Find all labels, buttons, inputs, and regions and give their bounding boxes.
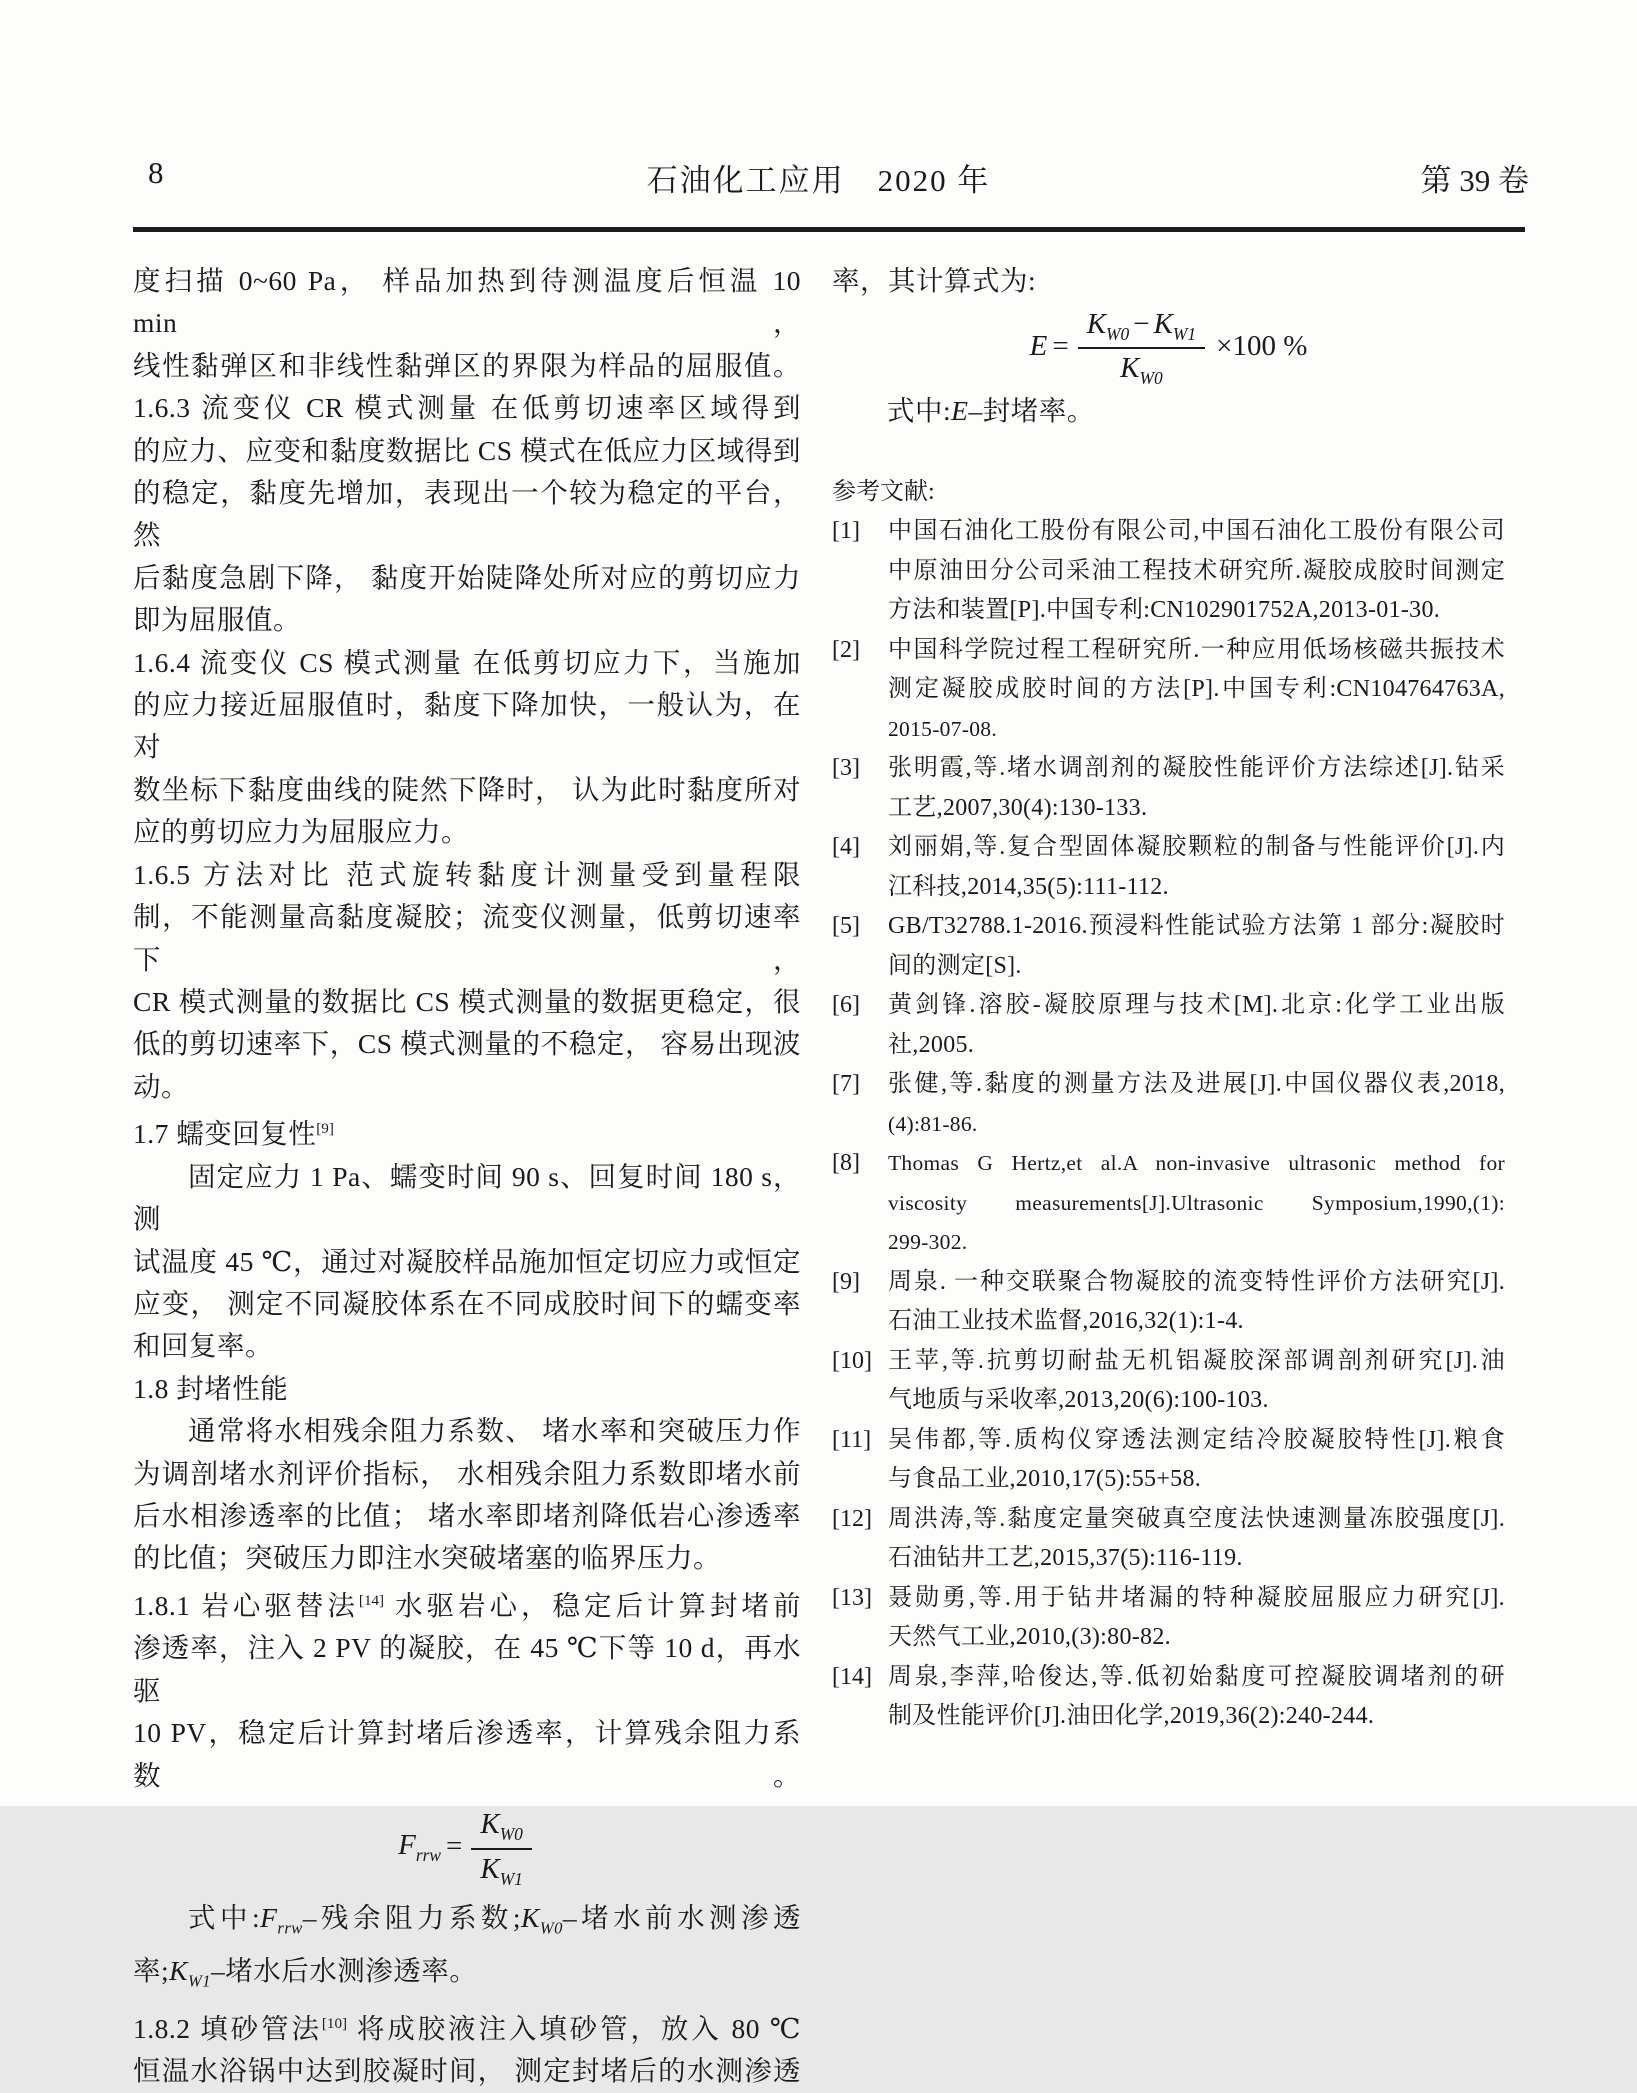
text-line bbox=[133, 260, 801, 345]
math-variable: $K_{W0}$ bbox=[1120, 352, 1163, 389]
equals-sign: = bbox=[1052, 329, 1069, 362]
reference-number: [3] bbox=[832, 755, 860, 782]
math-variable: $K_{W1}$ bbox=[1153, 307, 1197, 344]
text-line bbox=[133, 1712, 801, 1797]
reference-item bbox=[832, 512, 1505, 631]
reference-item bbox=[832, 1263, 1505, 1342]
reference-line: 聂勋勇,等.用于钻井堵漏的特种凝胶屈服应力研究[J]. bbox=[888, 1584, 1505, 1611]
references-title: 参考文献: bbox=[832, 478, 935, 505]
reference-line: 张明霞,等.堵水调剖剂的凝胶性能评价方法综述[J].钻采 bbox=[888, 755, 1505, 782]
equals-sign: = bbox=[445, 1830, 463, 1863]
text-run: 1.6.3 流变仪 CR 模式测量 在低剪切速率区域得到 bbox=[133, 392, 801, 424]
reference-line: 周泉. 一种交联聚合物凝胶的流变特性评价方法研究[J]. bbox=[888, 1268, 1505, 1295]
reference-number: [11] bbox=[832, 1426, 872, 1453]
fraction bbox=[1078, 308, 1205, 390]
text-run: 10 PV，稳定后计算封堵后渗透率，计算残余阻力系数。 bbox=[133, 1717, 801, 1791]
text-line bbox=[133, 599, 801, 641]
math-variable: $F_{rrw}$ bbox=[260, 1901, 303, 1938]
reference-number: [10] bbox=[832, 1347, 872, 1374]
reference-item bbox=[832, 631, 1505, 750]
math-subscript: rrw bbox=[277, 1918, 303, 1938]
reference-number: [13] bbox=[832, 1584, 872, 1611]
right-column bbox=[832, 260, 1505, 1737]
text-run: 渗透率，注入 2 PV 的凝胶，在 45 ℃下等 10 d，再水驱 bbox=[133, 1632, 801, 1706]
left-column bbox=[133, 260, 801, 2093]
reference-line: 中国石油化工股份有限公司,中国石油化工股份有限公司 bbox=[888, 518, 1505, 545]
text-line bbox=[133, 811, 801, 853]
text-line bbox=[133, 1241, 801, 1283]
text-line bbox=[832, 390, 1505, 432]
reference-line: 测定凝胶成胶时间的方法[P].中国专利:CN104764763A, bbox=[888, 676, 1505, 703]
text-run: 的比值；突破压力即注水突破堵塞的临界压力。 bbox=[133, 1542, 721, 1574]
text-run: 1.8 封堵性能 bbox=[133, 1372, 289, 1404]
reference-line: 天然气工业,2010,(3):80-82. bbox=[888, 1624, 1171, 1651]
formula-lhs: E bbox=[1029, 329, 1048, 362]
text-line bbox=[133, 769, 801, 811]
text-run: 数坐标下黏度曲线的陡然下降时， 认为此时黏度所对 bbox=[133, 773, 801, 805]
math-subscript: W1 bbox=[499, 1868, 523, 1889]
reference-line: 刘丽娟,等.复合型固体凝胶颗粒的制备与性能评价[J].内 bbox=[888, 834, 1505, 861]
math-variable: E bbox=[951, 395, 969, 427]
text-line bbox=[133, 642, 801, 684]
text-line bbox=[133, 472, 801, 557]
text-run: 试温度 45 ℃，通过对凝胶样品施加恒定切应力或恒定 bbox=[133, 1245, 801, 1277]
math-variable: $K_{W0}$ bbox=[1086, 307, 1130, 344]
reference-line: GB/T32788.1-2016.预浸料性能试验方法第 1 部分:凝胶时 bbox=[888, 913, 1505, 940]
reference-line: 中国科学院过程工程研究所.一种应用低场核磁共振技术 bbox=[888, 636, 1505, 663]
text-run: 即为屈服值。 bbox=[133, 604, 301, 636]
text-line bbox=[133, 854, 801, 896]
reference-number: [1] bbox=[832, 518, 860, 545]
math-variable: $K_{W1}$ bbox=[480, 1852, 523, 1889]
citation-superscript: [14] bbox=[358, 1592, 385, 1609]
text-line bbox=[133, 387, 801, 429]
text-run: 后水相渗透率的比值； 堵水率即堵剂降低岩心渗透率 bbox=[133, 1499, 801, 1531]
minus-operator: − bbox=[1133, 307, 1150, 340]
reference-number: [5] bbox=[832, 913, 860, 940]
reference-item bbox=[832, 1421, 1505, 1500]
reference-item bbox=[832, 907, 1505, 986]
reference-line: 王苹,等.抗剪切耐盐无机铝凝胶深部调剖剂研究[J].油 bbox=[888, 1347, 1505, 1374]
text-run: –封堵率。 bbox=[968, 395, 1095, 427]
formula-lhs-subscript: rrw bbox=[415, 1844, 441, 1865]
text-line bbox=[133, 1023, 801, 1065]
text-line bbox=[133, 1283, 801, 1325]
reference-line: 间的测定[S]. bbox=[888, 952, 1022, 979]
text-line bbox=[133, 684, 801, 769]
reference-line: Thomas G Hertz,et al.A non-invasive ultrasonic method for bbox=[888, 1151, 1505, 1176]
reference-item bbox=[832, 1658, 1505, 1737]
math-subscript: W1 bbox=[1172, 323, 1197, 344]
reference-number: [6] bbox=[832, 992, 860, 1019]
header-rule bbox=[133, 227, 1525, 232]
reference-line: 2015-07-08. bbox=[888, 716, 997, 741]
text-line bbox=[133, 1108, 801, 1156]
text-line bbox=[133, 1368, 801, 1410]
text-run: 率; bbox=[133, 1954, 170, 1986]
math-subscript: W0 bbox=[1106, 323, 1130, 344]
text-run: 动。 bbox=[133, 1070, 189, 1102]
text-run: 率，其计算式为: bbox=[832, 265, 1037, 296]
reference-number: [12] bbox=[832, 1505, 872, 1532]
fraction-numerator bbox=[1078, 308, 1205, 350]
reference-line: 方法和装置[P].中国专利:CN102901752A,2013-01-30. bbox=[888, 597, 1441, 624]
text-run: 1.7 蠕变回复性 bbox=[133, 1118, 317, 1150]
reference-item bbox=[832, 986, 1505, 1065]
text-line bbox=[133, 1897, 801, 1950]
reference-item bbox=[832, 1579, 1505, 1658]
page-number: 8 bbox=[148, 155, 164, 190]
text-line bbox=[133, 1537, 801, 1579]
text-line bbox=[832, 260, 1505, 302]
text-run: 1.6.4 流变仪 CS 模式测量 在低剪切应力下，当施加 bbox=[133, 646, 801, 678]
formula-lhs: $F_{rrw}$ bbox=[398, 1828, 441, 1865]
reference-line: 气地质与采收率,2013,20(6):100-103. bbox=[888, 1387, 1269, 1414]
text-line bbox=[133, 2003, 801, 2051]
text-line bbox=[133, 1495, 801, 1537]
text-run: 1.8.2 填砂管法 bbox=[133, 2012, 322, 2044]
reference-number: [2] bbox=[832, 636, 860, 663]
text-line bbox=[133, 557, 801, 599]
reference-line: 制及性能评价[J].油田化学,2019,36(2):240-244. bbox=[888, 1703, 1375, 1730]
text-run: 式中: bbox=[887, 395, 952, 427]
fraction bbox=[471, 1808, 532, 1890]
math-subscript: W0 bbox=[539, 1918, 563, 1938]
reference-item bbox=[832, 1342, 1505, 1421]
math-variable: $K_{W0}$ bbox=[480, 1808, 523, 1844]
reference-line: 299-302. bbox=[888, 1230, 968, 1255]
text-run: CR 模式测量的数据比 CS 模式测量的数据更稳定，很 bbox=[133, 985, 801, 1017]
text-run: 低的剪切速率下，CS 模式测量的不稳定， 容易出现波 bbox=[133, 1028, 801, 1060]
reference-line: 周泉,李萍,哈俊达,等.低初始黏度可控凝胶调堵剂的研 bbox=[888, 1663, 1505, 1690]
text-run: –残余阻力系数; bbox=[302, 1901, 522, 1933]
text-run: 式中: bbox=[188, 1901, 261, 1933]
text-run: 制，不能测量高黏度凝胶；流变仪测量，低剪切速率下， bbox=[133, 901, 801, 975]
formula-e bbox=[832, 302, 1505, 390]
reference-line: 黄剑锋.溶胶-凝胶原理与技术[M].北京:化学工业出版 bbox=[888, 992, 1505, 1019]
text-line bbox=[133, 2050, 801, 2092]
math-variable: $K_{W1}$ bbox=[169, 1954, 211, 1991]
text-run: –堵水前水测渗透 bbox=[562, 1901, 802, 1933]
vertical-gap bbox=[832, 433, 1505, 473]
reference-line: 石油工业技术监督,2016,32(1):1-4. bbox=[888, 1308, 1244, 1335]
text-run: 1.6.5 方法对比 范式旋转黏度计测量受到量程限 bbox=[133, 858, 801, 890]
reference-number: [8] bbox=[832, 1150, 860, 1177]
text-run: 度扫描 0~60 Pa， 样品加热到待测温度后恒温 10 min， bbox=[133, 265, 801, 339]
citation-superscript: [10] bbox=[321, 2015, 348, 2032]
fraction-denominator bbox=[1120, 349, 1163, 389]
reference-item bbox=[832, 828, 1505, 907]
text-line bbox=[133, 430, 801, 472]
text-line bbox=[133, 1950, 801, 2003]
math-variable: $K_{W0}$ bbox=[521, 1901, 563, 1938]
reference-line: 社,2005. bbox=[888, 1031, 975, 1058]
reference-line: (4):81-86. bbox=[888, 1111, 978, 1136]
reference-item bbox=[832, 1065, 1505, 1144]
reference-line: viscosity measurements[J].Ultrasonic Symposium,1990,(1): bbox=[888, 1190, 1505, 1215]
fraction-numerator bbox=[471, 1808, 532, 1850]
math-subscript: W0 bbox=[499, 1823, 523, 1844]
math-subscript: W0 bbox=[1139, 368, 1163, 389]
formula-suffix: ×100 % bbox=[1216, 329, 1308, 362]
text-run: 水驱岩心，稳定后计算封堵前 bbox=[384, 1589, 802, 1621]
text-run: 的应力接近屈服值时，黏度下降加快，一般认为，在对 bbox=[133, 689, 801, 763]
reference-line: 工艺,2007,30(4):130-133. bbox=[888, 794, 1148, 821]
text-run: 应变， 测定不同凝胶体系在不同成胶时间下的蠕变率 bbox=[133, 1287, 801, 1319]
text-line bbox=[133, 1156, 801, 1241]
text-run: 的应力、应变和黏度数据比 CS 模式在低应力区域得到 bbox=[133, 434, 801, 466]
text-run: 固定应力 1 Pa、蠕变时间 90 s、回复时间 180 s，测 bbox=[133, 1160, 801, 1235]
reference-number: [4] bbox=[832, 834, 860, 861]
reference-number: [7] bbox=[832, 1071, 860, 1098]
text-run: 的稳定，黏度先增加，表现出一个较为稳定的平台，然 bbox=[133, 477, 801, 551]
text-run: 通常将水相残余阻力系数、 堵水率和突破压力作 bbox=[188, 1415, 801, 1447]
text-line bbox=[133, 1325, 801, 1367]
text-run: 应的剪切应力为屈服应力。 bbox=[133, 816, 469, 848]
text-line bbox=[133, 1627, 801, 1712]
text-line bbox=[133, 1580, 801, 1628]
text-run: 恒温水浴锅中达到胶凝时间， 测定封堵后的水测渗透 bbox=[133, 2055, 801, 2087]
reference-item bbox=[832, 1144, 1505, 1263]
volume-label: 第 39 卷 bbox=[1420, 163, 1529, 198]
references-section bbox=[832, 473, 1505, 1737]
text-run: 将成胶液注入填砂管，放入 80 ℃ bbox=[347, 2012, 802, 2044]
text-line bbox=[133, 981, 801, 1023]
text-line bbox=[133, 1410, 801, 1452]
text-run: –堵水后水测渗透率。 bbox=[210, 1954, 478, 1986]
reference-line: 张健,等.黏度的测量方法及进展[J].中国仪器仪表,2018, bbox=[888, 1071, 1505, 1098]
text-run: 和回复率。 bbox=[133, 1330, 273, 1362]
text-line bbox=[133, 345, 801, 387]
text-line bbox=[133, 1066, 801, 1108]
math-subscript: W1 bbox=[187, 1971, 211, 1991]
reference-line: 石油钻井工艺,2015,37(5):116-119. bbox=[888, 1545, 1243, 1572]
reference-line: 吴伟都,等.质构仪穿透法测定结冷胶凝胶特性[J].粮食 bbox=[888, 1426, 1505, 1453]
citation-superscript: [9] bbox=[316, 1121, 334, 1138]
reference-number: [9] bbox=[832, 1268, 860, 1295]
text-run: 为调剖堵水剂评价指标， 水相残余阻力系数即堵水前 bbox=[133, 1457, 801, 1489]
reference-line: 周洪涛,等.黏度定量突破真空度法快速测量冻胶强度[J]. bbox=[888, 1505, 1505, 1532]
formula-frrw bbox=[133, 1797, 801, 1897]
reference-line: 中原油田分公司采油工程技术研究所.凝胶成胶时间测定 bbox=[888, 557, 1505, 584]
text-run: 线性黏弹区和非线性黏弹区的界限为样品的屈服值。 bbox=[133, 349, 801, 381]
reference-item bbox=[832, 749, 1505, 828]
text-run: 1.8.1 岩心驱替法 bbox=[133, 1589, 359, 1621]
reference-line: 江科技,2014,35(5):111-112. bbox=[888, 873, 1169, 900]
fraction-denominator bbox=[480, 1850, 523, 1890]
reference-number: [14] bbox=[832, 1663, 872, 1690]
text-run: 后黏度急剧下降， 黏度开始陡降处所对应的剪切应力 bbox=[133, 561, 801, 593]
text-line bbox=[133, 1453, 801, 1495]
text-line bbox=[133, 896, 801, 981]
journal-title: 石油化工应用 2020 年 bbox=[646, 163, 991, 198]
reference-line: 与食品工业,2010,17(5):55+58. bbox=[888, 1466, 1202, 1493]
reference-item bbox=[832, 1500, 1505, 1579]
